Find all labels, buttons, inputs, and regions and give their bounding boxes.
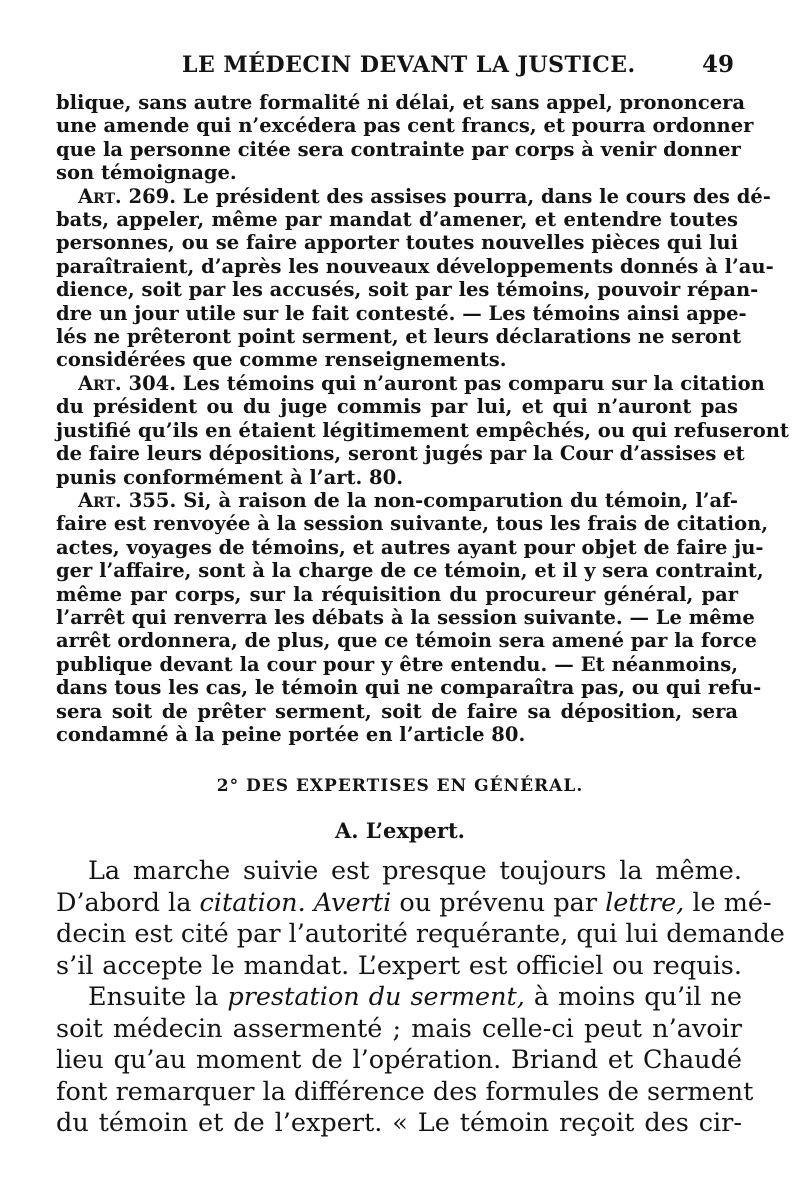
text-line: La marche suivie est presque toujours la même. bbox=[88, 856, 742, 886]
text-line: dience, soit par les accusés, soit par les témoins, pouvoir répan- bbox=[56, 278, 759, 302]
text-line: même par corps, sur la réquisition du procureur général, par bbox=[56, 582, 738, 606]
article-269-first-line bbox=[56, 184, 771, 208]
text-line: sera soit de prêter serment, soit de faire sa déposition, sera bbox=[56, 699, 738, 723]
text-line: paraîtraient, d’après les nouveaux développements donnés à l’au- bbox=[56, 254, 774, 278]
text-line: considérées que comme renseignements. bbox=[56, 348, 507, 372]
text-line: bats, appeler, même par mandat d’amener, et entendre toutes bbox=[56, 208, 738, 232]
text-line: actes, voyages de témoins, et autres ayant pour objet de faire ju- bbox=[56, 535, 764, 559]
text-line: son témoignage. bbox=[56, 161, 237, 185]
text-line bbox=[56, 982, 742, 1014]
text-run: D’abord la bbox=[56, 887, 200, 918]
text-run bbox=[306, 888, 314, 918]
article-label: Art. 269. bbox=[78, 184, 177, 208]
body-paragraphs bbox=[56, 856, 785, 1140]
text-line: publique devant la cour pour y être entendu. — Et néanmoins, bbox=[56, 652, 738, 676]
italic-run: lettre, bbox=[605, 887, 685, 918]
text-line: dans tous les cas, le témoin qui ne comparaîtra pas, ou qui refu- bbox=[56, 676, 762, 700]
text-run: Le président des assises pourra, dans le cours des dé- bbox=[176, 184, 771, 208]
text-line: font remarquer la différence des formules de serment bbox=[56, 1076, 754, 1107]
legal-articles-block bbox=[56, 91, 789, 746]
text-line: que la personne citée sera contrainte par corps à venir donner bbox=[56, 137, 741, 161]
text-run: Ensuite la bbox=[88, 982, 228, 1012]
text-line: du président ou du juge commis par lui, et qui n’auront pas bbox=[56, 395, 738, 419]
text-line: lés ne prêteront point serment, et leurs déclarations ne seront bbox=[56, 325, 742, 349]
article-355-first-line bbox=[56, 489, 738, 512]
text-line: blique, sans autre formalité ni délai, et sans appel, prononcera bbox=[56, 91, 746, 114]
text-line: l’arrêt qui renverra les débats à la session suivante. — Le même bbox=[56, 605, 755, 629]
text-line: lieu qu’au moment de l’opération. Briand et Chaudé bbox=[56, 1045, 742, 1075]
text-line: faire est renvoyée à la session suivante, tous les frais de citation, bbox=[56, 512, 769, 536]
text-line: soit médecin assermenté ; mais celle-ci peut n’avoir bbox=[56, 1013, 742, 1044]
text-line: ger l’affaire, sont à la charge de ce témoin, et il y sera contraint, bbox=[56, 559, 764, 583]
text-line bbox=[56, 887, 772, 920]
text-line: du témoin et de l’expert. « Le témoin reçoit des cir- bbox=[56, 1108, 742, 1138]
text-run: Si, à raison de la non-comparution du témoin, l’af- bbox=[176, 488, 738, 512]
text-line: personnes, ou se faire apporter toutes nouvelles pièces qui lui bbox=[56, 231, 738, 255]
text-line: de faire leurs dépositions, seront jugés par la Cour d’assises et bbox=[56, 442, 745, 466]
page-header bbox=[182, 38, 734, 78]
subsection-heading: A. L’expert. bbox=[335, 818, 465, 843]
text-line: punis conformément à l’art. 80. bbox=[56, 465, 403, 489]
text-line: condamné à la peine portée en l’article 80. bbox=[56, 722, 526, 746]
text-line: justifié qu’ils en étaient légitimement empêchés, ou qui refuseront bbox=[56, 418, 789, 442]
section-heading: 2° DES EXPERTISES EN GÉNÉRAL. bbox=[216, 776, 584, 796]
text-run: à moins qu’il ne bbox=[524, 982, 742, 1012]
article-304-first-line bbox=[56, 371, 765, 395]
text-line: arrêt ordonnera, de plus, que ce témoin sera amené par la force bbox=[56, 629, 757, 653]
text-line: dre un jour utile sur le fait contesté. — Les témoins ainsi appe- bbox=[56, 301, 747, 325]
article-label: Art. 355. bbox=[78, 488, 177, 512]
text-run: le mé- bbox=[684, 887, 772, 918]
italic-run: prestation du serment, bbox=[227, 982, 525, 1012]
text-line: s’il accepte le mandat. L’expert est officiel ou requis. bbox=[56, 950, 742, 981]
text-line: decin est cité par l’autorité requérante, qui lui demande bbox=[56, 919, 785, 949]
italic-run: citation. bbox=[199, 887, 306, 918]
italic-run: Averti bbox=[313, 887, 392, 918]
page-number: 49 bbox=[701, 51, 734, 78]
article-label: Art. 304. bbox=[78, 371, 177, 395]
running-title: LE MÉDECIN DEVANT LA JUSTICE. bbox=[182, 52, 636, 78]
text-run: Les témoins qui n’auront pas comparu sur la citation bbox=[176, 371, 765, 395]
text-run: ou prévenu par bbox=[391, 887, 606, 918]
text-line: une amende qui n’excédera pas cent francs, et pourra ordonner bbox=[56, 114, 754, 138]
